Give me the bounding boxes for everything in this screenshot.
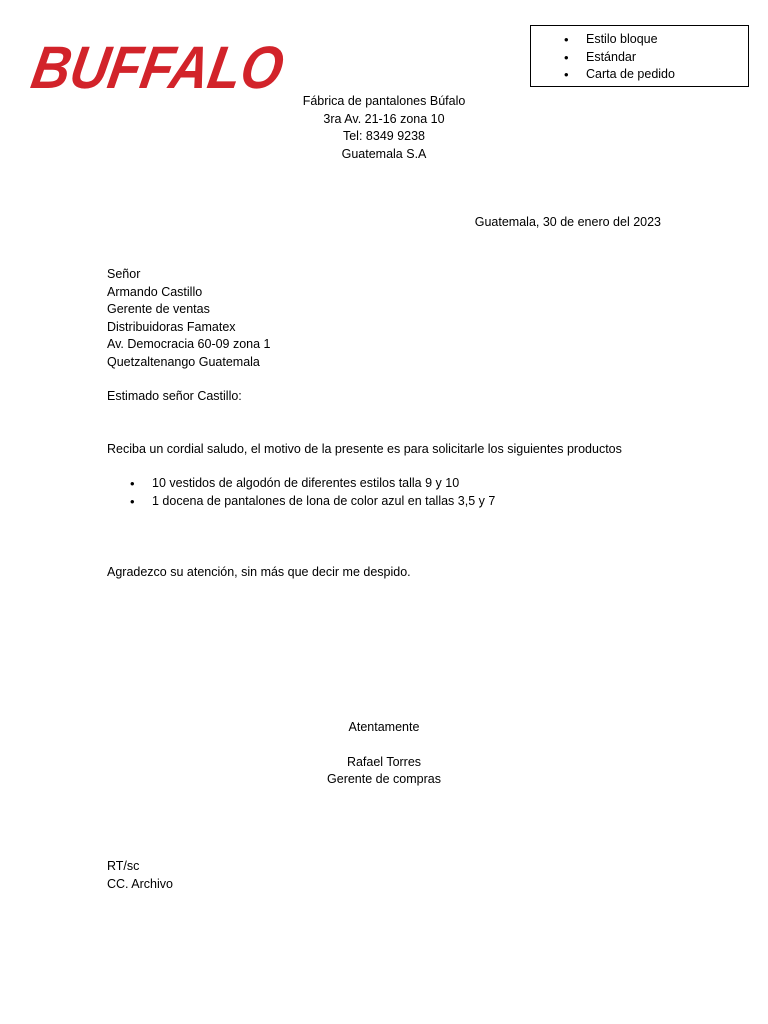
logo-text: BUFFALO bbox=[26, 33, 323, 101]
sender-address: 3ra Av. 21-16 zona 10 bbox=[323, 111, 445, 126]
letterhead bbox=[0, 93, 768, 163]
letter-date: Guatemala, 30 de enero del 2023 bbox=[474, 215, 661, 229]
order-item-list bbox=[130, 475, 495, 510]
reference-block bbox=[107, 858, 173, 893]
reference-initials: RT/sc bbox=[107, 859, 140, 873]
letter-type-item: • Carta de pedido bbox=[564, 66, 675, 84]
signature-position: Gerente de compras bbox=[327, 772, 441, 786]
closing-paragraph: Agradezco su atención, sin más que decir me despido. bbox=[107, 565, 411, 579]
sender-phone: Tel: 8349 9238 bbox=[342, 129, 425, 143]
sender-city: Guatemala S.A bbox=[341, 146, 427, 161]
letter-type-item: • Estilo bloque bbox=[564, 31, 675, 49]
recipient-position: Gerente de ventas bbox=[107, 302, 210, 316]
order-item: • 10 vestidos de algodón de diferentes estilos talla 9 y 10 bbox=[130, 475, 495, 493]
greeting: Estimado señor Castillo: bbox=[107, 389, 242, 403]
letter-type-box bbox=[530, 25, 749, 87]
recipient-address: Av. Democracia 60-09 zona 1 bbox=[107, 337, 271, 351]
body-paragraph: Reciba un cordial saludo, el motivo de la presente es para solicitarle los siguientes productos bbox=[107, 442, 622, 456]
signature-block bbox=[0, 719, 768, 789]
sender-company: Fábrica de pantalones Búfalo bbox=[302, 94, 466, 108]
recipient-name: Armando Castillo bbox=[107, 284, 203, 299]
letter-type-item: • Estándar bbox=[564, 49, 675, 67]
reference-cc: CC. Archivo bbox=[107, 876, 173, 891]
recipient-block bbox=[107, 266, 271, 371]
recipient-title: Señor bbox=[107, 267, 141, 281]
order-item: • 1 docena de pantalones de lona de color azul en tallas 3,5 y 7 bbox=[130, 493, 495, 511]
buffalo-logo-graphic bbox=[26, 33, 323, 101]
signature-salutation: Atentamente bbox=[348, 720, 420, 734]
recipient-company: Distribuidoras Famatex bbox=[107, 319, 236, 334]
buffalo-logo bbox=[26, 33, 323, 101]
signature-name: Rafael Torres bbox=[346, 754, 422, 769]
letter-type-list bbox=[564, 31, 675, 84]
recipient-city: Quetzaltenango Guatemala bbox=[107, 354, 260, 369]
